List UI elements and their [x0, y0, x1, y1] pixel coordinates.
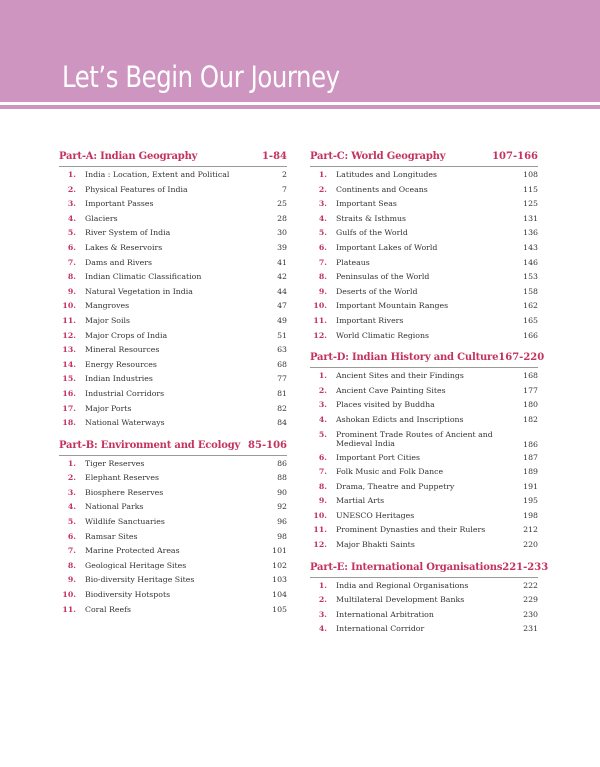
entry-title: India and Regional Organisations: [336, 580, 469, 590]
entry-page-number: 166: [523, 330, 538, 340]
entry-title: Latitudes and Longitudes: [336, 170, 437, 179]
entry-title: Marine Protected Areas: [85, 546, 180, 556]
toc-entry[interactable]: [59, 185, 287, 200]
entry-number: 10.: [62, 590, 76, 600]
toc-entry[interactable]: [310, 511, 538, 526]
entry-page-number: 195: [523, 496, 538, 506]
entry-title: Dams and Rivers: [85, 257, 153, 267]
entry-page-number: 42: [277, 272, 287, 282]
toc-entry[interactable]: [59, 561, 287, 576]
entry-page-number: 186: [523, 439, 538, 449]
entry-page-number: 231: [523, 624, 538, 634]
entry-title: Martial Arts: [336, 496, 385, 506]
entry-page-number: 187: [523, 452, 538, 462]
entry-page-number: 39: [277, 242, 287, 252]
entry-page-number: 82: [277, 403, 287, 413]
entry-number: 1.: [318, 371, 327, 381]
toc-entry[interactable]: [310, 595, 538, 610]
toc-entry[interactable]: [59, 459, 287, 474]
entry-number: 11.: [62, 315, 76, 325]
entry-page-number: 68: [277, 359, 287, 369]
entry-page-number: 84: [277, 418, 287, 428]
entry-number: 13.: [62, 345, 76, 355]
entry-page-number: 25: [277, 199, 287, 209]
toc-entry[interactable]: [310, 624, 538, 639]
entry-title: Major Bhakti Saints: [336, 540, 415, 550]
entry-page-number: 63: [277, 345, 287, 355]
toc-entry[interactable]: [310, 199, 538, 214]
entry-title: Important Seas: [336, 199, 397, 209]
toc-entry[interactable]: [59, 316, 287, 331]
entry-page-number: 88: [277, 473, 287, 483]
entry-number: 4.: [318, 213, 327, 223]
entry-number: 9.: [318, 496, 327, 506]
toc-entry[interactable]: [59, 590, 287, 605]
entry-number: 2.: [318, 385, 327, 395]
entry-number: 6.: [318, 242, 327, 252]
entry-title: Gulfs of the World: [336, 228, 408, 238]
toc-entry[interactable]: [59, 345, 287, 360]
entry-title: Ashokan Edicts and Inscriptions: [336, 414, 464, 424]
toc-entry[interactable]: [310, 331, 538, 346]
entry-page-number: 28: [277, 213, 287, 223]
toc-entry[interactable]: [59, 287, 287, 302]
entry-number: 10.: [313, 510, 327, 520]
toc-part-c: [310, 148, 538, 345]
entry-page-number: 86: [277, 458, 287, 468]
toc-entry[interactable]: [59, 258, 287, 273]
entry-page-number: 51: [277, 330, 287, 340]
entry-number: 15.: [62, 374, 76, 384]
toc-entry[interactable]: [59, 374, 287, 389]
entry-title: Physical Features of India: [85, 184, 188, 194]
entry-title: Places visited by Buddha: [336, 400, 435, 410]
entry-number: 10.: [62, 301, 76, 311]
part-page-range: 1-84: [261, 151, 287, 162]
part-divider: [310, 166, 538, 167]
toc-entry[interactable]: [310, 214, 538, 229]
entry-title: Ramsar Sites: [85, 531, 138, 541]
toc-entry[interactable]: [59, 199, 287, 214]
entry-title: National Parks: [85, 502, 144, 512]
entry-title: Important Lakes of World: [336, 242, 438, 252]
entry-title: Ancient Sites and their Findings: [336, 371, 464, 381]
entry-number: 4.: [67, 502, 76, 512]
entry-title: Plateaus: [336, 257, 370, 267]
part-page-range: 167-220: [498, 352, 545, 364]
toc-entry[interactable]: [310, 272, 538, 287]
entry-title: Bio-diversity Heritage Sites: [85, 575, 195, 585]
entry-number: 17.: [62, 403, 76, 413]
entry-number: 8.: [67, 272, 76, 282]
entry-number: 9.: [67, 575, 76, 585]
toc-entry[interactable]: [59, 360, 287, 375]
entry-number: 16.: [62, 388, 76, 398]
entry-title: International Arbitration: [336, 609, 434, 619]
entry-number: 8.: [318, 272, 327, 282]
entry-title: India : Location, Extent and Political: [85, 170, 230, 179]
entry-page-number: 136: [523, 228, 538, 238]
toc-entry[interactable]: [310, 243, 538, 258]
entry-title: Mangroves: [85, 301, 130, 311]
entry-number: 9.: [318, 286, 327, 296]
entry-title: International Corridor: [336, 624, 425, 634]
toc-entry[interactable]: [310, 386, 538, 401]
part-title: Part-D: Indian History and Culture: [310, 352, 499, 364]
entry-number: 12.: [62, 330, 76, 340]
entry-title: Mineral Resources: [85, 345, 160, 355]
entry-page-number: 102: [272, 560, 287, 570]
entry-page-number: 153: [523, 272, 538, 282]
entry-title: Lakes & Reservoirs: [85, 242, 163, 252]
entry-title: Tiger Reserves: [85, 458, 145, 468]
entry-number: 2.: [67, 473, 76, 483]
toc-entry[interactable]: [310, 467, 538, 482]
entry-title: Prominent Trade Routes of Ancient and Medieval India: [336, 429, 493, 448]
entry-number: 1.: [67, 170, 76, 179]
part-divider: [59, 455, 287, 456]
toc-entry[interactable]: [59, 170, 287, 185]
entry-title: Coral Reefs: [85, 604, 131, 614]
toc-entry[interactable]: [310, 496, 538, 511]
entry-title: Elephant Reserves: [85, 473, 159, 483]
entry-title: Continents and Oceans: [336, 184, 428, 194]
entry-page-number: 96: [277, 517, 287, 527]
toc-entry[interactable]: [310, 316, 538, 331]
toc-entry[interactable]: [59, 331, 287, 346]
entry-number: 11.: [313, 525, 327, 535]
entry-page-number: 143: [523, 242, 538, 252]
entry-title: Important Port Cities: [336, 452, 420, 462]
toc-entry[interactable]: [59, 272, 287, 287]
toc-entry[interactable]: [310, 430, 538, 453]
entry-number: 11.: [62, 604, 76, 614]
entry-number: 6.: [318, 452, 327, 462]
entry-page-number: 177: [523, 385, 538, 395]
entry-page-number: 41: [277, 257, 287, 267]
entry-page-number: 2: [282, 170, 287, 179]
entry-number: 5.: [318, 429, 327, 439]
toc-part-d: [310, 349, 545, 555]
entry-title: Major Soils: [85, 315, 130, 325]
entry-number: 7.: [318, 467, 327, 477]
entry-number: 6.: [67, 242, 76, 252]
toc-entry[interactable]: [59, 243, 287, 258]
entry-title: World Climatic Regions: [336, 330, 430, 340]
entry-page-number: 220: [523, 540, 538, 550]
entry-title: Straits & Isthmus: [336, 213, 407, 223]
entry-number: 12.: [313, 540, 327, 550]
entry-number: 3.: [318, 400, 327, 410]
entry-number: 2.: [318, 595, 327, 605]
part-divider: [310, 367, 538, 368]
entry-number: 7.: [67, 546, 76, 556]
entry-page-number: 198: [523, 510, 538, 520]
toc-entry[interactable]: [310, 610, 538, 625]
entry-page-number: 47: [277, 301, 287, 311]
entry-page-number: 77: [277, 374, 287, 384]
toc-entry[interactable]: [310, 525, 538, 540]
toc-entry[interactable]: [59, 517, 287, 532]
toc-entry[interactable]: [59, 605, 287, 620]
entry-number: 8.: [318, 481, 327, 491]
entry-page-number: 146: [523, 257, 538, 267]
entry-title: Major Crops of India: [85, 330, 168, 340]
entry-number: 8.: [67, 560, 76, 570]
entry-page-number: 44: [277, 286, 287, 296]
entry-page-number: 229: [523, 595, 538, 605]
toc-entry[interactable]: [310, 371, 538, 386]
entry-number: 7.: [318, 257, 327, 267]
part-title: Part-B: Environment and Ecology: [59, 439, 241, 451]
entry-number: 7.: [67, 257, 76, 267]
entry-title: Indian Industries: [85, 374, 153, 384]
entry-title: Indian Climatic Classification: [85, 272, 202, 282]
entry-title: Important Rivers: [336, 315, 404, 325]
entry-title: UNESCO Heritages: [336, 510, 415, 520]
entry-number: 5.: [67, 228, 76, 238]
entry-title: Multilateral Development Banks: [336, 595, 465, 605]
toc-entry[interactable]: [310, 301, 538, 316]
entry-number: 6.: [67, 531, 76, 541]
toc-entry[interactable]: [59, 502, 287, 517]
entry-page-number: 115: [523, 184, 538, 194]
part-heading[interactable]: [59, 148, 287, 166]
entry-page-number: 101: [272, 546, 287, 556]
toc-entry[interactable]: [59, 418, 287, 433]
entry-page-number: 131: [523, 213, 538, 223]
entry-title: National Waterways: [85, 418, 165, 428]
entry-page-number: 49: [277, 315, 287, 325]
entry-page-number: 98: [277, 531, 287, 541]
page-title: Let’s Begin Our Journey: [62, 60, 340, 94]
entry-page-number: 7: [282, 184, 287, 194]
entry-page-number: 92: [277, 502, 287, 512]
toc-entry[interactable]: [310, 170, 538, 185]
part-heading[interactable]: [59, 437, 287, 455]
part-title: Part-A: Indian Geography: [59, 151, 198, 162]
entry-title: Important Mountain Ranges: [336, 301, 449, 311]
part-page-range: 85-106: [248, 439, 287, 451]
entry-title: Drama, Theatre and Puppetry: [336, 481, 455, 491]
entry-number: 5.: [318, 228, 327, 238]
toc-part-e: [310, 559, 549, 639]
part-heading[interactable]: [310, 559, 549, 577]
entry-page-number: 165: [523, 315, 538, 325]
entry-page-number: 168: [523, 371, 538, 381]
toc-entry[interactable]: [59, 228, 287, 243]
entry-title: Energy Resources: [85, 359, 157, 369]
entry-number: 3.: [318, 199, 327, 209]
entry-title: Ancient Cave Painting Sites: [336, 385, 446, 395]
entry-page-number: 30: [277, 228, 287, 238]
entry-number: 12.: [313, 330, 327, 340]
part-title: Part-E: International Organisations: [310, 561, 503, 573]
entry-page-number: 182: [523, 414, 538, 424]
header-underline: [0, 105, 600, 109]
entry-number: 3.: [67, 487, 76, 497]
entry-number: 4.: [318, 624, 327, 634]
toc-entry[interactable]: [59, 546, 287, 561]
entry-page-number: 189: [523, 467, 538, 477]
entry-title: Geological Heritage Sites: [85, 560, 187, 570]
toc-entry[interactable]: [310, 415, 538, 430]
entry-page-number: 125: [523, 199, 538, 209]
entry-number: 4.: [67, 213, 76, 223]
toc-entry[interactable]: [59, 389, 287, 404]
entry-number: 1.: [318, 580, 327, 590]
entry-number: 1.: [67, 458, 76, 468]
toc-entry[interactable]: [59, 301, 287, 316]
toc-entry[interactable]: [310, 287, 538, 302]
entry-title: Biosphere Reserves: [85, 487, 164, 497]
entry-number: 3.: [318, 609, 327, 619]
entry-number: 2.: [318, 184, 327, 194]
entry-page-number: 230: [523, 609, 538, 619]
entry-number: 1.: [318, 170, 327, 179]
toc-part-b: [59, 437, 287, 620]
entry-page-number: 90: [277, 487, 287, 497]
toc-entry[interactable]: [59, 214, 287, 229]
entry-number: 5.: [67, 517, 76, 527]
entry-page-number: 191: [523, 481, 538, 491]
part-title: Part-C: World Geography: [310, 151, 446, 162]
toc-entry[interactable]: [59, 488, 287, 503]
toc-entry[interactable]: [310, 453, 538, 468]
entry-title: Wildlife Sanctuaries: [85, 517, 165, 527]
entry-title: Biodiversity Hotspots: [85, 590, 171, 600]
entry-page-number: 180: [523, 400, 538, 410]
part-heading[interactable]: [310, 349, 545, 367]
part-page-range: 107-166: [492, 151, 538, 162]
entry-title: Folk Music and Folk Dance: [336, 467, 444, 477]
part-heading[interactable]: [310, 148, 538, 166]
entry-title: Important Passes: [85, 199, 154, 209]
entry-number: 4.: [318, 414, 327, 424]
toc-entry[interactable]: [310, 228, 538, 243]
entry-number: 9.: [67, 286, 76, 296]
toc-entry[interactable]: [310, 581, 538, 596]
toc-entry[interactable]: [59, 404, 287, 419]
toc-part-a: [59, 148, 287, 433]
entry-number: 10.: [313, 301, 327, 311]
toc-entry[interactable]: [310, 400, 538, 415]
toc-entry[interactable]: [310, 185, 538, 200]
entry-number: 2.: [67, 184, 76, 194]
entry-page-number: 105: [272, 604, 287, 614]
toc-entry[interactable]: [59, 532, 287, 547]
toc-entry[interactable]: [59, 575, 287, 590]
toc-entry[interactable]: [310, 258, 538, 273]
entry-page-number: 103: [272, 575, 287, 585]
part-divider: [59, 166, 287, 167]
entry-title: Deserts of the World: [336, 286, 418, 296]
entry-title: Natural Vegetation in India: [85, 286, 193, 296]
toc-column-left: [59, 148, 287, 619]
entry-number: 18.: [62, 418, 76, 428]
entry-number: 11.: [313, 315, 327, 325]
entry-page-number: 212: [523, 525, 538, 535]
entry-title: Prominent Dynasties and their Rulers: [336, 525, 486, 535]
toc-entry[interactable]: [310, 540, 538, 555]
part-divider: [310, 577, 538, 578]
toc-entry[interactable]: [310, 482, 538, 497]
entry-page-number: 104: [272, 590, 287, 600]
entry-title: Glaciers: [85, 213, 118, 223]
entry-page-number: 158: [523, 286, 538, 296]
toc-entry[interactable]: [59, 473, 287, 488]
entry-number: 3.: [67, 199, 76, 209]
entry-page-number: 222: [523, 580, 538, 590]
entry-title: Industrial Corridors: [85, 388, 165, 398]
toc-column-right: [310, 148, 549, 639]
entry-page-number: 108: [523, 170, 538, 179]
entry-title: River System of India: [85, 228, 171, 238]
part-page-range: 221-233: [502, 561, 549, 573]
entry-title: Peninsulas of the World: [336, 272, 430, 282]
entry-page-number: 162: [523, 301, 538, 311]
entry-page-number: 81: [277, 388, 287, 398]
entry-number: 14.: [62, 359, 76, 369]
entry-title: Major Ports: [85, 403, 132, 413]
